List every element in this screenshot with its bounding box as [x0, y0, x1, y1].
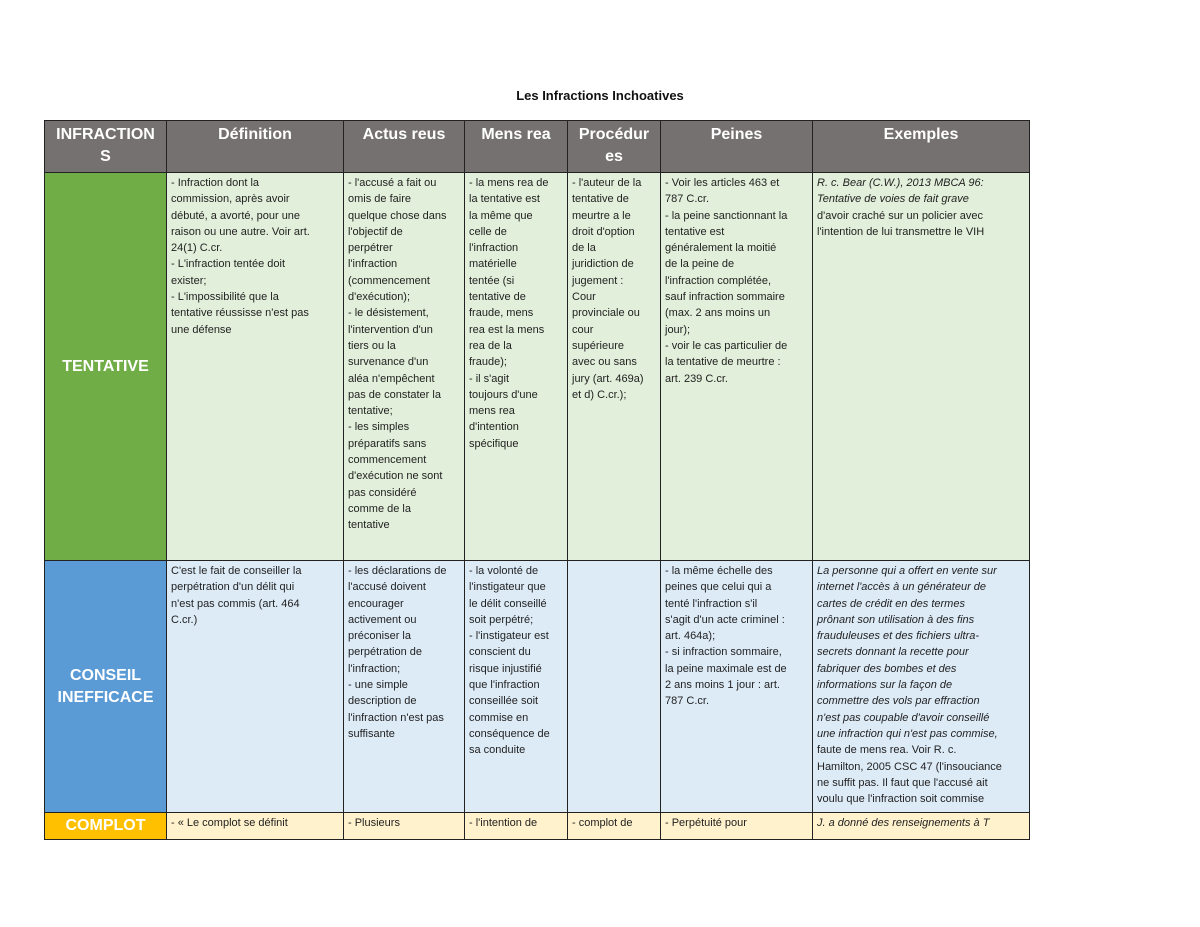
row-label: CONSEIL INEFFICACE [45, 561, 167, 813]
cell-procedure [568, 561, 661, 813]
header-exemples: Exemples [813, 121, 1030, 173]
cell-mens-rea: - l'intention de [465, 813, 568, 840]
header-row [45, 121, 1030, 173]
row-label: TENTATIVE [45, 173, 167, 561]
example-text: d'avoir craché sur un policier avec l'intention de lui transmettre le VIH [817, 209, 985, 238]
example-italic: La personne qui a offert en vente sur internet l'accès à un générateur de cartes de crédit en des termes prônant son utilisation à des fins frauduleuses et des fichiers ultra- secrets donnant la recette pour fabriquer des bombes et des informations sur la façon de commettre des vols par effraction n'est pas coupable d'avoir conseillé une infraction qui n'est pas commise, [817, 565, 998, 740]
table-row-conseil [45, 561, 1030, 813]
example-italic: J. a donné des renseignements à T [817, 817, 990, 829]
header-actus-reus: Actus reus [344, 121, 465, 173]
cell-actus-reus: - l'accusé a fait ou omis de faire quelque chose dans l'objectif de perpétrer l'infraction (commencement d'exécution); - le désistement, l'intervention d'un tiers ou la survenance d'un aléa n'empêchent pas de constater la tentative; - les simples préparatifs sans commencement d'exécution ne sont pas considéré comme de la tentative [344, 173, 465, 561]
cell-peines: - Voir les articles 463 et 787 C.cr. - la peine sanctionnant la tentative est généralement la moitié de la peine de l'infraction complétée, sauf infraction sommaire (max. 2 ans moins un jour); - voir le cas particulier de la tentative de meurtre : art. 239 C.cr. [661, 173, 813, 561]
cell-definition: - « Le complot se définit [167, 813, 344, 840]
cell-peines: - la même échelle des peines que celui qui a tenté l'infraction s'il s'agit d'un acte criminel : art. 464a); - si infraction sommaire, la peine maximale est de 2 ans moins 1 jour : art. 787 C.cr. [661, 561, 813, 813]
cell-procedure: - l'auteur de la tentative de meurtre a le droit d'option de la juridiction de jugement : Cour provinciale ou cour supérieure avec ou sans jury (art. 469a) et d) C.cr.); [568, 173, 661, 561]
cell-mens-rea: - la mens rea de la tentative est la même que celle de l'infraction matérielle tentée (si tentative de fraude, mens rea est la mens rea de la fraude); - il s'agit toujours d'une mens rea d'intention spécifique [465, 173, 568, 561]
cell-actus-reus: - les déclarations de l'accusé doivent encourager activement ou préconiser la perpétration de l'infraction; - une simple description de l'infraction n'est pas suffisante [344, 561, 465, 813]
cell-exemples [813, 813, 1030, 840]
document-title: Les Infractions Inchoatives [516, 88, 684, 103]
header-mens-rea: Mens rea [465, 121, 568, 173]
example-italic: R. c. Bear (C.W.), 2013 MBCA 96: Tentative de voies de fait grave [817, 177, 984, 206]
table-row-tentative [45, 173, 1030, 561]
cell-definition: C'est le fait de conseiller la perpétration d'un délit qui n'est pas commis (art. 464 C.cr.) [167, 561, 344, 813]
cell-procedure: - complot de [568, 813, 661, 840]
cell-exemples [813, 173, 1030, 561]
cell-actus-reus: - Plusieurs [344, 813, 465, 840]
cell-definition: - Infraction dont la commission, après avoir débuté, a avorté, pour une raison ou une autre. Voir art. 24(1) C.cr. - L'infraction tentée doit exister; - L'impossibilité que la tentative réussisse n'est pas une défense [167, 173, 344, 561]
example-text: faute de mens rea. Voir R. c. Hamilton, 2005 CSC 47 (l'insouciance ne suffit pas. Il faut que l'accusé ait voulu que l'infraction soit commise [817, 744, 1002, 806]
cell-exemples [813, 561, 1030, 813]
header-peines: Peines [661, 121, 813, 173]
row-label: COMPLOT [45, 813, 167, 840]
header-infractions: INFRACTION S [45, 121, 167, 173]
header-procedures: Procédur es [568, 121, 661, 173]
cell-mens-rea: - la volonté de l'instigateur que le délit conseillé soit perpétré; - l'instigateur est conscient du risque injustifié que l'infraction conseillée soit commise en conséquence de sa conduite [465, 561, 568, 813]
infractions-table [44, 120, 1030, 840]
table-row-complot [45, 813, 1030, 840]
header-definition: Définition [167, 121, 344, 173]
cell-peines: - Perpétuité pour [661, 813, 813, 840]
